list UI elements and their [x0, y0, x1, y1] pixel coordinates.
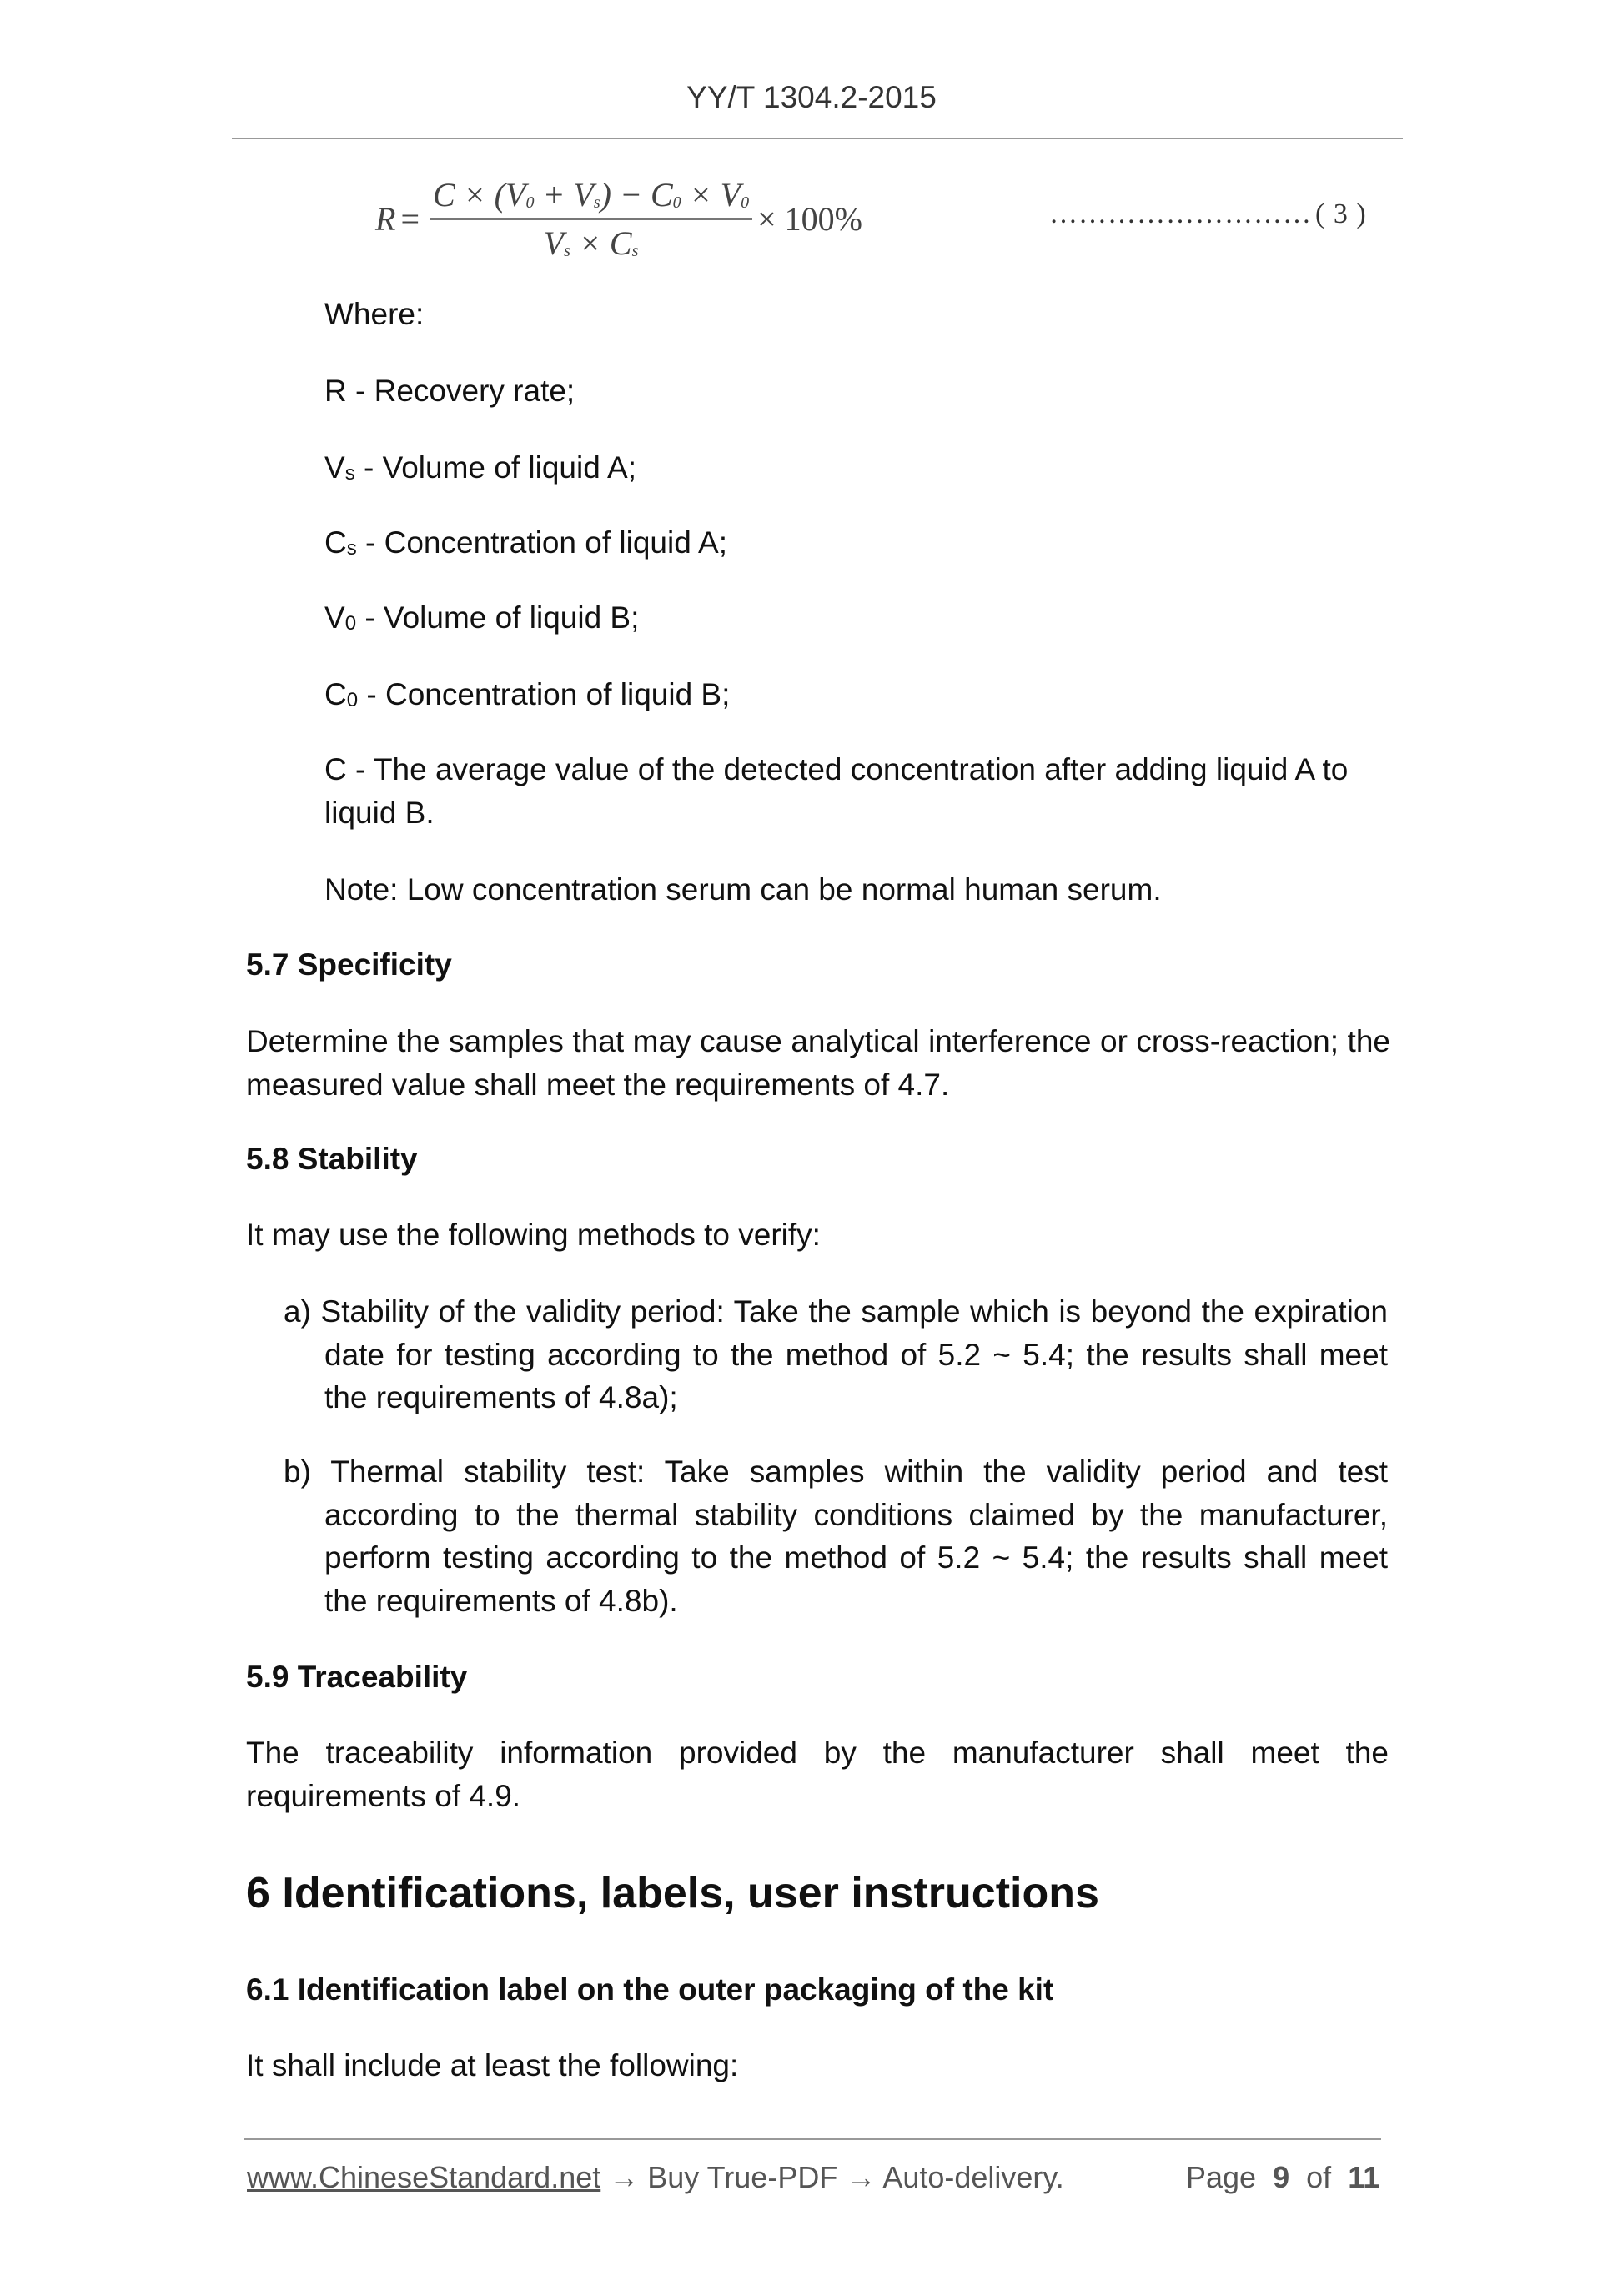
section-6-1-heading: 6.1 Identification label on the outer packaging of the kit: [246, 1972, 1054, 2007]
equation-label: ( 3 ): [1315, 198, 1367, 229]
section-5-7-heading: 5.7 Specificity: [246, 947, 452, 982]
header-divider: [232, 138, 1403, 139]
formula-equals: =: [400, 200, 420, 238]
section-5-9-body: The traceability information provided by the manufacturer shall meet the requirements of 4.9.: [246, 1736, 1389, 1813]
section-5-9-heading: 5.9 Traceability: [246, 1660, 468, 1694]
footer-left: [247, 2160, 1064, 2195]
formula-3: [375, 171, 862, 267]
list-item-b: b) Thermal stability test: Take samples within the validity period and test according to the thermal stability conditions claimed by the manufacturer, perform testing according to the method of 5.2 ~ 5.4; the results shall meet the requirements of 4.8b).: [284, 1454, 1388, 1618]
definition-item: $V_s$ - Volume of liquid A;: [324, 450, 636, 485]
section-6-1-body: It shall include at least the following:: [246, 2048, 739, 2082]
equation-number: [1049, 198, 1367, 230]
chapter-6-heading: 6 Identifications, labels, user instructions: [246, 1869, 1099, 1917]
section-5-8-heading: 5.8 Stability: [246, 1142, 418, 1176]
footer-divider: [244, 2138, 1381, 2140]
definition-item: C - The average value of the detected concentration after adding liquid A to liquid B.: [324, 752, 1349, 830]
formula-numerator: $C \times (V_0 + V_s) - C_0 \times V_0$: [430, 175, 752, 220]
formula-denominator: $V_s \times C_s$: [543, 224, 639, 262]
dot-leader: ………………………: [1049, 198, 1312, 229]
formula-lhs: R: [375, 200, 396, 238]
footer-tagline: → Buy True-PDF → Auto-delivery.: [600, 2160, 1064, 2194]
formula-percent: × 100%: [757, 200, 862, 238]
definition-item: R - Recovery rate;: [324, 374, 575, 408]
list-item-a: a) Stability of the validity period: Take the sample which is beyond the expiration date for testing according to the method of 5.2 ~ 5.4; the results shall meet the requirements of 4.8a);: [284, 1294, 1388, 1414]
note: Note: Low concentration serum can be normal human serum.: [324, 872, 1162, 907]
definition-item: $C_s$ - Concentration of liquid A;: [324, 525, 727, 560]
page-number: Page 9 of 11: [1186, 2160, 1380, 2194]
definition-item: $V_0$ - Volume of liquid B;: [324, 600, 640, 635]
where-label: Where:: [324, 297, 425, 331]
page-header: YY/T 1304.2-2015: [686, 80, 937, 114]
definition-item: $C_0$ - Concentration of liquid B;: [324, 677, 731, 711]
footer-link[interactable]: www.ChineseStandard.net: [247, 2160, 601, 2194]
section-5-8-intro: It may use the following methods to verify:: [246, 1218, 821, 1252]
section-5-7-body: Determine the samples that may cause analytical interference or cross-reaction; the measured value shall meet the requirements of 4.7.: [246, 1024, 1390, 1102]
formula-fraction: [430, 175, 752, 263]
